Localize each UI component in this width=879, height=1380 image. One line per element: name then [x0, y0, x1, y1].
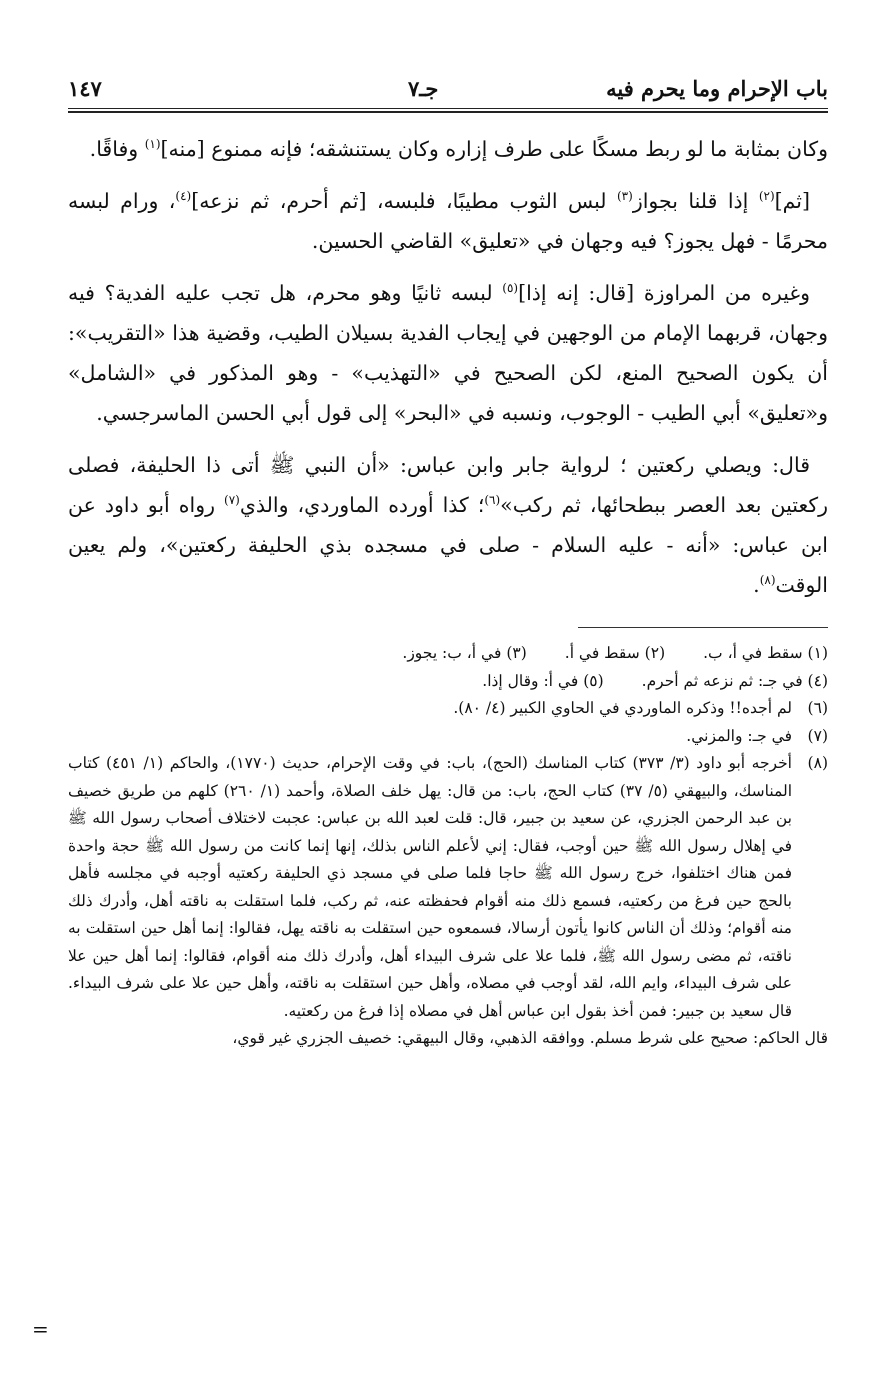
footnote-ref: (٥): [502, 281, 519, 296]
text-run: .: [753, 573, 760, 597]
book-page: [68, 62, 828, 1362]
footnote-item: (١) سقط في أ، ب.: [703, 644, 828, 662]
footnote-ref: (٧): [224, 493, 240, 508]
footnote-item: (٢) سقط في أ.: [564, 644, 666, 662]
footnote-separator: [578, 627, 828, 628]
footnote-row: [68, 668, 828, 696]
footnotes: [68, 640, 828, 1053]
chapter-title: باب الإحرام وما يحرم فيه: [606, 76, 828, 101]
footnote-ref: (٣): [616, 189, 633, 204]
footnote-ref: (٦): [484, 493, 501, 508]
footnote-continuation: قال الحاكم: صحيح على شرط مسلم. ووافقه الذهبي، وقال البيهقي: خصيف الجزري غير قوي،: [232, 1029, 828, 1047]
text-run: ، ورام لبسه محرمًا - فهل يجوز؟ فيه وجهان في «تعليق» القاضي الحسين.: [68, 189, 828, 253]
text-run: لبسه ثانيًا وهو محرم، هل تجب عليه الفدية؟ فيه وجهان، قربهما الإمام من الوجهين في إيجاب الفدية بسيلان الطيب، وقضية هذا «التقريب»: أن يكون الصحيح المنع، لكن الصحيح في «التهذيب» - وهو المذكور في «الشامل» و«تعليق» أبي الطيب - الوجوب، ونسبه في «البحر» إلى قول أبي الحسن الماسرجسي.: [68, 281, 828, 425]
continuation-mark: =: [32, 1317, 49, 1341]
text-run: [ثم]: [774, 189, 810, 213]
page-header: [68, 62, 828, 108]
text-run: وكان بمثابة ما لو ربط مسكًا على طرف إزاره وكان يستنشقه؛ فإنه ممنوع [منه]: [160, 137, 828, 161]
page-number: ١٤٧: [68, 76, 102, 101]
footnote-item: (٣) في أ، ب: يجوز.: [402, 644, 527, 662]
text-run: ؛ كذا أورده الماوردي، والذي: [239, 493, 485, 517]
text-run: رواه أبو داود عن ابن عباس: «أنه - عليه السلام - صلى في مسجده بذي الحليفة ركعتين»، ولم يعين الوقت: [68, 493, 828, 597]
paragraph: [68, 445, 828, 605]
footnote-ref: (٨): [759, 573, 776, 588]
footnote-ref: (١): [144, 137, 161, 152]
paragraph: [68, 129, 828, 169]
text-run: وفاقًا.: [89, 137, 145, 161]
footnote-ref: (٤): [175, 189, 192, 204]
text-run: وغيره من المراوزة [قال: إنه إذا]: [518, 281, 810, 305]
footnote-item: (٥) في أ: وقال إذا.: [482, 671, 604, 690]
paragraph: [68, 181, 828, 261]
header-rule: [68, 108, 828, 113]
text-run: لبس الثوب مطيبًا، فلبسه، [ثم أحرم، ثم نزعه]: [191, 189, 617, 213]
text-run: إذا قلنا بجواز: [632, 189, 759, 213]
main-text: [68, 129, 828, 605]
footnote-row: [68, 640, 828, 668]
text-run: قال: ويصلي ركعتين ؛ لرواية جابر وابن عباس: «أن النبي ﷺ أتى ذا الحليفة، فصلى ركعتين بعد العصر ببطحائها، ثم ركب»: [68, 453, 828, 517]
footnote-item: (٧) في جـ: والمزني.: [686, 726, 828, 745]
volume-label: جـ٧: [408, 76, 439, 101]
footnote-item: (٦) لم أجده!! وذكره الماوردي في الحاوي الكبير (٤/ ٨٠).: [453, 699, 828, 717]
footnote-item: (٤) في جـ: ثم نزعه ثم أحرم.: [641, 671, 828, 690]
footnote-item: (٨) أخرجه أبو داود (٣/ ٣٧٣) كتاب المناسك (الحج)، باب: في وقت الإحرام، حديث (١٧٧٠)، والحاكم (١/ ٤٥١) كتاب المناسك، والبيهقي (٥/ ٣٧) كتاب الحج، باب: من قال: يهل خلف الصلاة، وأحمد (١/ ٢٦٠) كلهم من طريق خصيف بن عبد الرحمن الجزري، عن سعيد بن جبير، قال: قلت لعبد الله بن عباس: عجبت لاختلاف أصحاب رسول الله ﷺ في إهلال رسول الله ﷺ حين أوجب، فقال: إني لأعلم الناس بذلك، إنها إنما كانت من رسول الله ﷺ حجة واحدة فمن هناك اختلفوا، خرج رسول الله ﷺ حاجا فلما صلى في مسجد ذي الحليفة ركعتيه أوجبه في مجلسه فأهل بالحج حين فرغ من ركعتيه، فسمع ذلك منه أقوام فحفظته عنه، ثم ركب، فلما استقلت به ناقته أهل، وأدرك ذلك منه أقوام؛ وذلك أن الناس كانوا يأتون أرسالا، فسمعوه حين استقلت به ناقته يهل، فقالوا: إنما أهل حين استقلت به ناقته، ثم مضى رسول الله ﷺ، فلما علا على شرف البيداء أهل، وأدرك ذلك منه أقوام، فقالوا: إنما أهل حين علا على شرف البيداء، وايم الله، لقد أوجب في مصلاه، وأهل حين استقلت به ناقته، وأهل حين علا على شرف البيداء. قال سعيد بن جبير: فمن أخذ بقول ابن عباس أهل في مصلاه إذا فرغ من ركعتيه.: [68, 754, 828, 1020]
footnote-ref: (٢): [758, 189, 775, 204]
paragraph: [68, 273, 828, 433]
